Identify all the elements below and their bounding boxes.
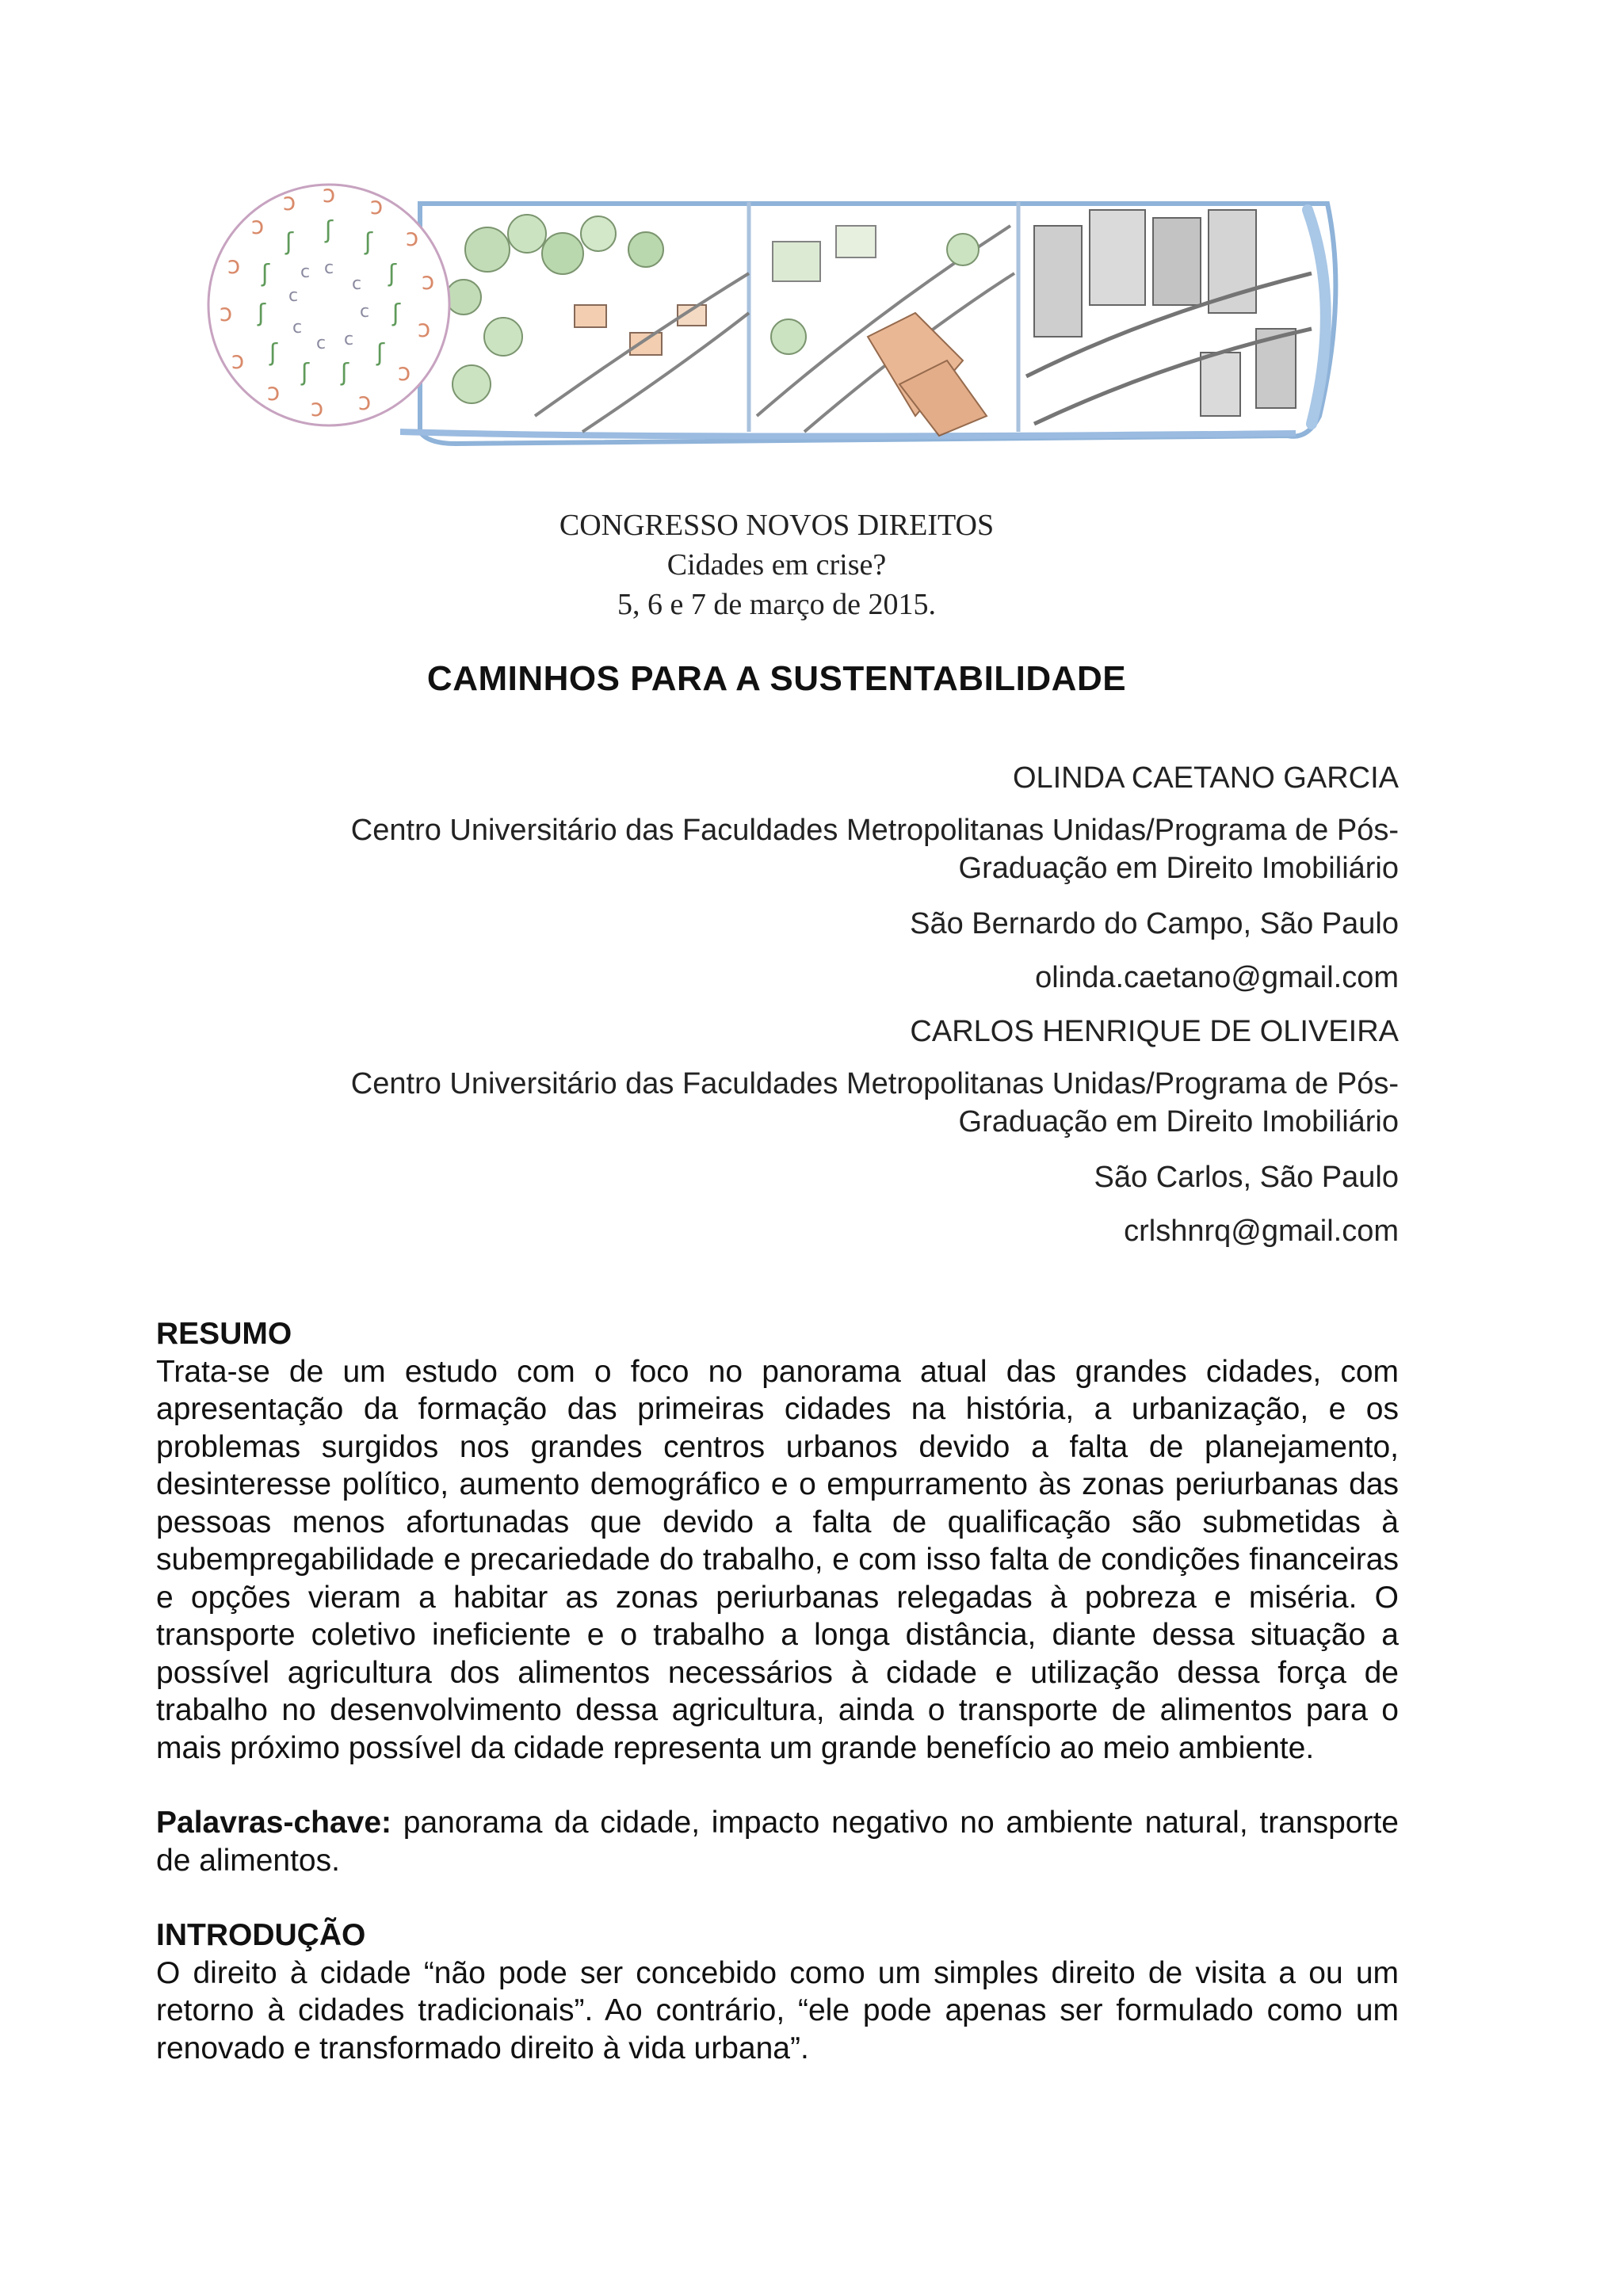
keywords-label: Palavras-chave: bbox=[156, 1806, 392, 1840]
svg-text:ʃ: ʃ bbox=[261, 260, 270, 288]
author-name: CARLOS HENRIQUE DE OLIVEIRA bbox=[910, 1015, 1399, 1048]
svg-text:ʃ: ʃ bbox=[269, 339, 278, 367]
conference-dates: 5, 6 e 7 de março de 2015. bbox=[617, 588, 937, 621]
svg-text:c: c bbox=[351, 274, 362, 294]
svg-text:c: c bbox=[323, 258, 334, 278]
keywords bbox=[156, 1804, 1399, 1879]
author-email[interactable]: crlshnrq@gmail.com bbox=[1124, 1215, 1399, 1248]
svg-text:ɔ: ɔ bbox=[405, 224, 419, 252]
abstract-heading: RESUMO bbox=[156, 1317, 292, 1351]
svg-text:ɔ: ɔ bbox=[282, 189, 296, 216]
svg-text:c: c bbox=[343, 330, 354, 349]
svg-text:ɔ: ɔ bbox=[417, 315, 431, 343]
introduction-heading: INTRODUÇÃO bbox=[156, 1918, 366, 1952]
affiliation-line: Graduação em Direito Imobiliário bbox=[958, 852, 1399, 885]
svg-text:ʃ: ʃ bbox=[340, 359, 349, 387]
author-affiliation bbox=[238, 1065, 1399, 1141]
keywords-text: panorama da cidade, impacto negativo no ambiente natural, transporte de alimentos. bbox=[156, 1806, 1399, 1878]
svg-text:ʃ: ʃ bbox=[376, 339, 385, 367]
svg-text:ʃ: ʃ bbox=[364, 228, 373, 256]
svg-text:c: c bbox=[359, 302, 370, 322]
svg-text:ʃ: ʃ bbox=[300, 359, 310, 387]
svg-text:ʃ: ʃ bbox=[285, 228, 294, 256]
svg-text:ɔ: ɔ bbox=[421, 268, 435, 296]
author-name: OLINDA CAETANO GARCIA bbox=[1012, 761, 1399, 795]
svg-text:ʃ: ʃ bbox=[388, 260, 397, 288]
svg-text:c: c bbox=[315, 334, 327, 353]
svg-text:c: c bbox=[300, 262, 311, 282]
affiliation-line: Graduação em Direito Imobiliário bbox=[958, 1105, 1399, 1138]
introduction-text: O direito à cidade “não pode ser concebido como um simples direito de visita a ou um retorno à cidades tradicionais”. Ao contrário, “ele pode apenas ser formulado como um renovado e transformado direito à vida urbana”. bbox=[156, 1955, 1399, 2065]
conference-name: CONGRESSO NOVOS DIREITOS bbox=[559, 509, 995, 542]
svg-text:ʃ: ʃ bbox=[257, 299, 266, 327]
paper-body bbox=[156, 1315, 1399, 2067]
svg-text:ɔ: ɔ bbox=[231, 347, 245, 375]
svg-text:ɔ: ɔ bbox=[219, 299, 233, 327]
author-location: São Bernardo do Campo, São Paulo bbox=[910, 907, 1399, 940]
conference-header bbox=[0, 505, 1553, 624]
author-email[interactable]: olinda.caetano@gmail.com bbox=[1035, 961, 1399, 994]
svg-text:c: c bbox=[292, 318, 303, 338]
svg-text:ɔ: ɔ bbox=[227, 252, 241, 280]
affiliation-line: Centro Universitário das Faculdades Metropolitanas Unidas/Programa de Pós- bbox=[350, 814, 1399, 847]
svg-text:c: c bbox=[288, 286, 299, 306]
svg-text:ɔ: ɔ bbox=[250, 212, 265, 240]
svg-text:ɔ: ɔ bbox=[357, 388, 372, 416]
author-location: São Carlos, São Paulo bbox=[1094, 1161, 1399, 1194]
abstract-text: Trata-se de um estudo com o foco no panorama atual das grandes cidades, com apresentação da formação das primeiras cidades na história, a urbanização, e os problemas surgidos nos grandes centros urbanos devido a falta de planejamento, desinteresse político, aumento demográfico e o empurramento às zonas periurbanas das pessoas menos afortunadas que devido a falta de qualificação são submetidas à subempregabilidade e precariedade do trabalho, e com isso falta de condições financeiras e opções vieram a habitar as zonas periurbanas relegadas à pobreza e miséria. O transporte coletivo ineficiente e o trabalho a longa distância, diante dessa situação a possível agricultura dos alimentos necessários à cidade e utilização dessa força de trabalho no desenvolvimento dessa agricultura, ainda o transporte de alimentos para o mais próximo possível da cidade representa um grande benefício ao meio ambiente. bbox=[156, 1354, 1399, 1765]
svg-text:ɔ: ɔ bbox=[322, 181, 336, 208]
svg-text:ɔ: ɔ bbox=[369, 193, 384, 220]
author-affiliation bbox=[238, 811, 1399, 887]
svg-text:ɔ: ɔ bbox=[266, 379, 281, 406]
svg-text:ɔ: ɔ bbox=[397, 359, 411, 387]
svg-text:ʃ: ʃ bbox=[391, 299, 401, 327]
conference-subtitle: Cidades em crise? bbox=[666, 548, 887, 582]
svg-text:ʃ: ʃ bbox=[324, 216, 334, 244]
svg-text:ɔ: ɔ bbox=[310, 395, 324, 422]
author-block bbox=[238, 751, 1399, 1258]
affiliation-line: Centro Universitário das Faculdades Metropolitanas Unidas/Programa de Pós- bbox=[350, 1067, 1399, 1100]
paper-title: CAMINHOS PARA A SUSTENTABILIDADE bbox=[426, 659, 1127, 698]
banner-illustration bbox=[202, 178, 1343, 463]
